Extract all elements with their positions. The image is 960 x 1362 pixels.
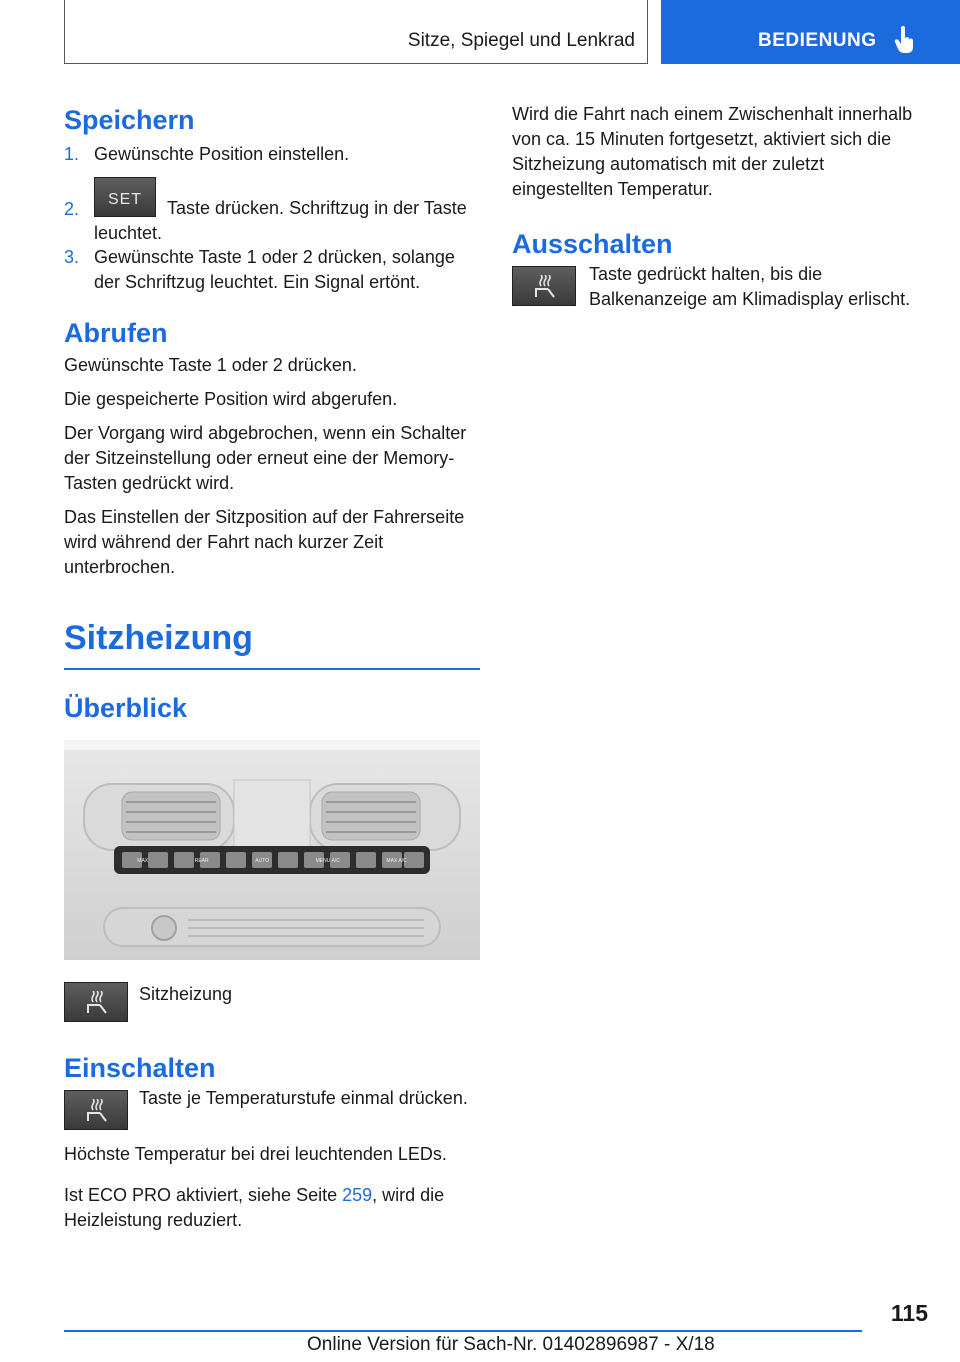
hand-pointer-icon (894, 26, 916, 54)
footer-text: Online Version für Sach-Nr. 01402896987 - X/18 (307, 1334, 715, 1355)
einschalten-para-2 (64, 1183, 480, 1233)
einschalten-para-1: Höchste Temperatur bei drei leuchtenden LEDs. (64, 1143, 447, 1164)
speichern-heading: Speichern (64, 105, 195, 135)
step-3 (64, 245, 480, 295)
header-section-title: Sitze, Spiegel und Lenkrad (407, 30, 635, 51)
abrufen-para-1: Gewünschte Taste 1 oder 2 drücken. (64, 355, 357, 375)
continued-paragraph: Wird die Fahrt nach einem Zwischenhalt innerhalb von ca. 15 Minuten fortgesetzt, aktiviert sich die Sitzheizung automatisch mit der zuletzt eingestellten Temperatur. (512, 104, 913, 199)
abrufen-para-3: Der Vorgang wird abgebrochen, wenn ein Schalter der Sitzeinstellung oder erneut eine der Memory-Tasten gedrückt wird. (64, 423, 467, 493)
ausschalten-heading: Ausschalten (512, 229, 673, 259)
panel-label: MAX (137, 857, 149, 864)
seat-heating-icon (84, 1099, 110, 1123)
ausschalten-text: Taste gedrückt halten, bis die Balkenanzeige am Klimadisplay erlischt. (589, 264, 911, 309)
panel-label: MAX A/C (386, 857, 407, 864)
seat-heating-button-image (64, 1090, 128, 1130)
sitzheizung-rule (64, 668, 480, 670)
step-number: 1. (64, 144, 80, 164)
step-text: Taste drücken. Schriftzug in der Taste leuchtet. (94, 198, 467, 243)
step-text: Gewünschte Position einstellen. (94, 144, 350, 164)
abrufen-para-2: Die gespeicherte Position wird abgerufen. (64, 389, 398, 409)
header-chapter-tab[interactable] (661, 0, 960, 64)
panel-label: REAR (194, 857, 209, 864)
header-section-box (64, 0, 648, 64)
ueberblick-heading: Überblick (64, 692, 188, 723)
eco-pro-text-end: , wird die Heizleistung reduziert. (64, 1184, 445, 1230)
step-1 (64, 142, 480, 167)
einschalten-row (64, 1086, 480, 1136)
ueberblick-caption-row (64, 982, 480, 1022)
sitzheizung-heading: Sitzheizung (64, 619, 253, 657)
panel-label-row (114, 858, 430, 864)
panel-label: AUTO (255, 857, 270, 864)
step-2 (64, 177, 480, 243)
step-number: 2. (64, 199, 80, 219)
einschalten-heading: Einschalten (64, 1052, 216, 1083)
page-reference-link[interactable]: 259 (342, 1184, 373, 1205)
einschalten-text: Taste je Temperaturstufe einmal drücken. (139, 1087, 468, 1108)
seat-heating-button-image (64, 982, 128, 1022)
page-number: 115 (890, 1300, 928, 1326)
right-column (512, 100, 928, 314)
header-chapter-label: BEDIENUNG (758, 30, 877, 51)
panel-label: MENU A/C (315, 857, 340, 864)
abrufen-para-4: Das Einstellen der Sitzposition auf der Fahrerseite wird während der Fahrt nach kurzer Zeit unterbrochen. (64, 507, 465, 577)
step-text: Gewünschte Taste 1 oder 2 drücken, solange der Schriftzug leuchtet. Ein Signal ertönt. (94, 247, 455, 292)
set-button-label: SET (107, 191, 143, 208)
footer-rule (64, 1330, 862, 1332)
left-column (64, 100, 480, 1233)
seat-heating-icon (84, 991, 110, 1015)
eco-pro-text: Ist ECO PRO aktiviert, siehe Seite (64, 1184, 343, 1205)
seat-heating-button-image (512, 266, 576, 306)
step-number: 3. (64, 247, 80, 267)
seat-heating-icon (532, 275, 558, 299)
ueberblick-caption: Sitzheizung (139, 983, 233, 1004)
ausschalten-row (512, 262, 928, 314)
climate-panel-illustration (64, 740, 480, 960)
climate-panel-photo (64, 740, 480, 960)
abrufen-heading: Abrufen (64, 318, 168, 348)
